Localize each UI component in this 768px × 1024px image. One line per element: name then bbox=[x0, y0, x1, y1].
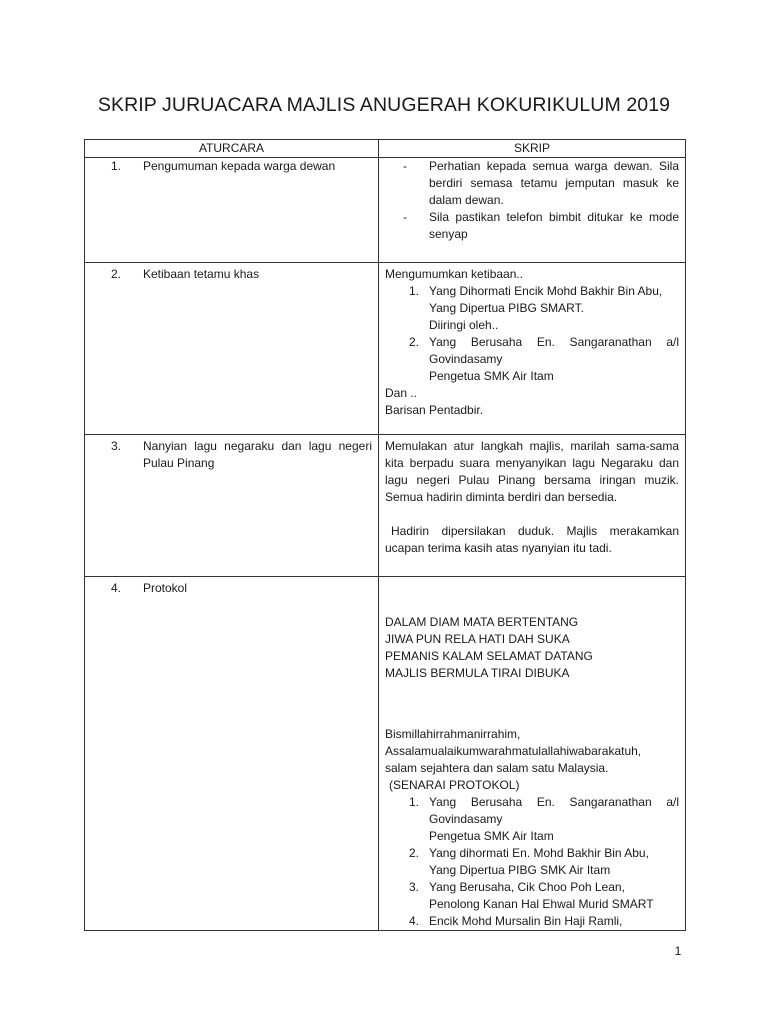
protocol-heading: (SENARAI PROTOKOL) bbox=[389, 778, 520, 792]
script-note: Diiringi oleh.. bbox=[429, 318, 499, 332]
agenda-number: 4. bbox=[110, 581, 121, 595]
list-number: 2. bbox=[408, 335, 419, 349]
opening-line: Bismillahirrahmanirrahim, bbox=[385, 727, 521, 741]
list-item bbox=[385, 283, 679, 334]
list-item bbox=[385, 913, 679, 930]
script-intro: Mengumumkan ketibaan.. bbox=[385, 267, 524, 281]
agenda-cell bbox=[85, 577, 379, 931]
table-row bbox=[85, 577, 686, 931]
pantun-verse bbox=[385, 614, 679, 682]
agenda-text: Ketibaan tetamu khas bbox=[143, 267, 260, 281]
agenda-number: 1. bbox=[110, 159, 121, 173]
dash-bullet: - bbox=[403, 159, 407, 173]
script-cell bbox=[379, 435, 686, 577]
pantun-line: DALAM DIAM MATA BERTENTANG bbox=[385, 615, 579, 629]
pantun-line: PEMANIS KALAM SELAMAT DATANG bbox=[385, 649, 593, 663]
agenda-number: 3. bbox=[110, 439, 121, 453]
document-title: SKRIP JURUACARA MAJLIS ANUGERAH KOKURIKULUM 2019 bbox=[97, 94, 671, 116]
guest-name: Encik Mohd Mursalin Bin Haji Ramli, bbox=[429, 914, 623, 928]
column-header-skrip: SKRIP bbox=[379, 140, 686, 158]
table-header-row bbox=[85, 140, 686, 158]
list-number: 2. bbox=[408, 846, 419, 860]
agenda-text: Nanyian lagu negaraku dan lagu negeri Pulau Pinang bbox=[143, 439, 372, 470]
guest-title: Pengetua SMK Air Itam bbox=[429, 369, 554, 383]
list-number: 4. bbox=[408, 914, 419, 928]
guest-title: Yang Dipertua PIBG SMART. bbox=[429, 301, 584, 315]
list-item bbox=[385, 879, 679, 913]
script-bullet-text: Sila pastikan telefon bimbit ditukar ke mode senyap bbox=[429, 210, 679, 241]
script-paragraph: Hadirin dipersilakan duduk. Majlis merakamkan ucapan terima kasih atas nyanyian itu tadi. bbox=[385, 524, 679, 555]
script-cell bbox=[379, 263, 686, 435]
opening-line: salam sejahtera dan salam satu Malaysia. bbox=[385, 761, 609, 775]
list-number: 1. bbox=[408, 284, 419, 298]
list-item bbox=[385, 845, 679, 879]
agenda-cell bbox=[85, 263, 379, 435]
guest-name: Yang Berusaha, Cik Choo Poh Lean, bbox=[429, 880, 625, 894]
pantun-line: MAJLIS BERMULA TIRAI DIBUKA bbox=[385, 666, 570, 680]
pantun-line: JIWA PUN RELA HATI DAH SUKA bbox=[385, 632, 570, 646]
list-number: 1. bbox=[408, 795, 419, 809]
guest-title: Yang Dipertua PIBG SMK Air Itam bbox=[429, 863, 611, 877]
list-item bbox=[385, 158, 679, 209]
list-number: 3. bbox=[408, 880, 419, 894]
table-row bbox=[85, 158, 686, 263]
dash-bullet: - bbox=[403, 210, 407, 224]
list-item bbox=[385, 334, 679, 385]
script-bullet-text: Perhatian kepada semua warga dewan. Sila berdiri semasa tetamu jemputan masuk ke dalam dewan. bbox=[429, 159, 679, 207]
list-item bbox=[385, 209, 679, 243]
table-row bbox=[85, 263, 686, 435]
guest-name: Yang Berusaha En. Sangaranathan a/l Govindasamy bbox=[429, 795, 679, 826]
agenda-cell bbox=[85, 158, 379, 263]
guest-name: Yang Dihormati Encik Mohd Bakhir Bin Abu, bbox=[429, 284, 663, 298]
guest-title: Pengetua SMK Air Itam bbox=[429, 829, 554, 843]
script-text: Barisan Pentadbir. bbox=[385, 403, 484, 417]
agenda-cell bbox=[85, 435, 379, 577]
opening-line: Assalamualaikumwarahmatulallahiwabarakatuh, bbox=[385, 744, 642, 758]
guest-name: Yang dihormati En. Mohd Bakhir Bin Abu, bbox=[429, 846, 649, 860]
table-row bbox=[85, 435, 686, 577]
list-item bbox=[385, 794, 679, 845]
column-header-aturcara: ATURCARA bbox=[85, 140, 379, 158]
agenda-text: Pengumuman kepada warga dewan bbox=[143, 159, 336, 173]
script-cell bbox=[379, 577, 686, 931]
agenda-text: Protokol bbox=[143, 581, 188, 595]
agenda-number: 2. bbox=[110, 267, 121, 281]
script-cell bbox=[379, 158, 686, 263]
script-text: Dan .. bbox=[385, 386, 418, 400]
guest-title: Penolong Kanan Hal Ehwal Murid SMART bbox=[429, 897, 654, 911]
guest-name: Yang Berusaha En. Sangaranathan a/l Govindasamy bbox=[429, 335, 679, 366]
script-table bbox=[84, 139, 686, 931]
script-paragraph: Memulakan atur langkah majlis, marilah sama-sama kita berpadu suara menyanyikan lagu Negaraku dan lagu negeri Pulau Pinang bersama iringan muzik. Semua hadirin diminta berdiri dan bersedia. bbox=[385, 439, 679, 504]
page-number: 1 bbox=[674, 944, 682, 958]
